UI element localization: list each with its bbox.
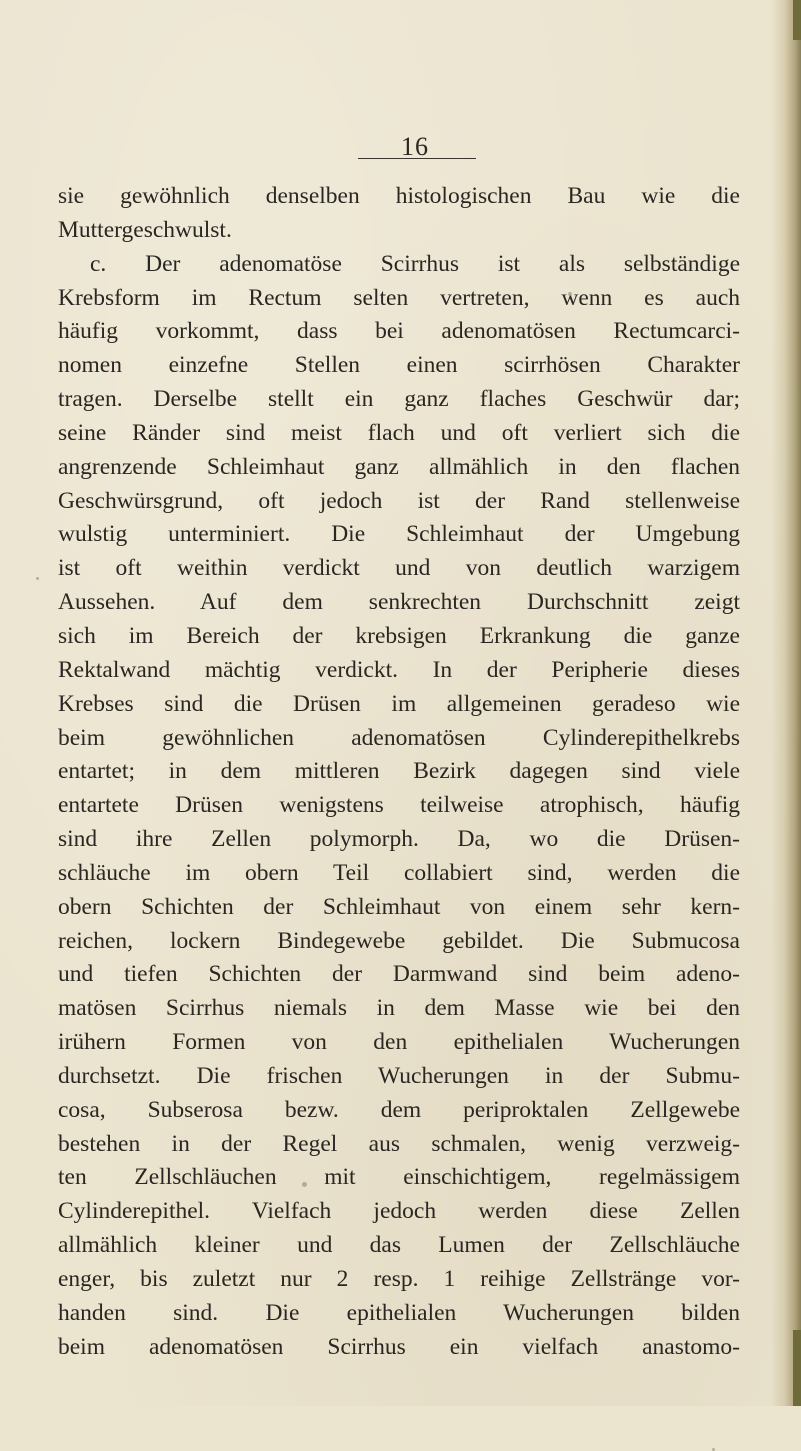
text-line: nomen einzefne Stellen einen scirrhösen Charakter (58, 352, 740, 379)
text-line: und tiefen Schichten der Darmwand sind beim adeno- (58, 961, 740, 988)
text-line: c. Der adenomatöse Scirrhus ist als selbständige (90, 250, 740, 277)
text-line: tragen. Derselbe stellt ein ganz flaches Geschwür dar; (58, 386, 740, 413)
text-line: Krebses sind die Drüsen im allgemeinen geradeso wie (58, 690, 740, 717)
text-line: beim gewöhnlichen adenomatösen Cylinderepithelkrebs (58, 724, 740, 751)
text-line: ist oft weithin verdickt und von deutlich warzigem (58, 555, 740, 582)
text-line: sind ihre Zellen polymorph. Da, wo die Drüsen- (58, 826, 740, 853)
text-line: matösen Scirrhus niemals in dem Masse wie bei den (58, 995, 740, 1022)
text-line: bestehen in der Regel aus schmalen, wenig verzweig- (58, 1130, 740, 1157)
text-line: ten Zellschläuchen mit einschichtigem, regelmässigem (58, 1164, 740, 1191)
text-line: Cylinderepithel. Vielfach jedoch werden diese Zellen (58, 1198, 740, 1225)
page-edge-mark (793, 0, 801, 40)
text-line: cosa, Subserosa bezw. dem periproktalen Zellgewebe (58, 1096, 740, 1123)
text-line: seine Ränder sind meist flach und oft verliert sich die (58, 419, 740, 446)
text-line: durchsetzt. Die frischen Wucherungen in der Submu- (58, 1062, 740, 1089)
text-line: Geschwürsgrund, oft jedoch ist der Rand stellenweise (58, 487, 740, 514)
text-line: sie gewöhnlich denselben histologischen Bau wie die (58, 183, 740, 209)
text-line: obern Schichten der Schleimhaut von einem sehr kern- (58, 893, 740, 920)
text-line: Rektalwand mächtig verdickt. In der Peripherie dieses (58, 656, 740, 683)
text-line: entartet; in dem mittleren Bezirk dagegen sind viele (58, 758, 740, 785)
text-line: beim adenomatösen Scirrhus ein vielfach anastomo- (58, 1333, 740, 1360)
text-line: enger, bis zuletzt nur 2 resp. 1 reihige Zellstränge vor- (58, 1266, 740, 1292)
text-line: reichen, lockern Bindegewebe gebildet. Die Submucosa (58, 927, 740, 954)
page-number: 16 (401, 132, 429, 161)
text-line: irühern Formen von den epithelialen Wucherungen (58, 1029, 740, 1056)
text-line: Aussehen. Auf dem senkrechten Durchschnitt zeigt (58, 589, 740, 616)
text-line: handen sind. Die epithelialen Wucherungen bilden (58, 1299, 740, 1326)
body-text (58, 180, 740, 1365)
text-line: Krebsform im Rectum selten vertreten, wenn es auch (58, 284, 740, 311)
text-line: sich im Bereich der krebsigen Erkrankung die ganze (58, 622, 740, 649)
page-number-rule (358, 158, 476, 159)
text-line: allmählich kleiner und das Lumen der Zellschläuche (58, 1232, 740, 1259)
page-edge-mark (793, 1330, 801, 1406)
text-line: schläuche im obern Teil collabiert sind, werden die (58, 859, 740, 886)
text-line: Muttergeschwulst. (58, 216, 232, 243)
text-line: angrenzende Schleimhaut ganz allmählich in den flachen (58, 453, 740, 480)
paper-speck (36, 577, 39, 580)
text-line: wulstig unterminiert. Die Schleimhaut der Umgebung (58, 521, 740, 548)
text-line: häufig vorkommt, dass bei adenomatösen Rectumcarci- (58, 318, 740, 345)
page-edge-shadow (771, 0, 801, 1406)
text-line: entartete Drüsen wenigstens teilweise atrophisch, häufig (58, 792, 740, 819)
